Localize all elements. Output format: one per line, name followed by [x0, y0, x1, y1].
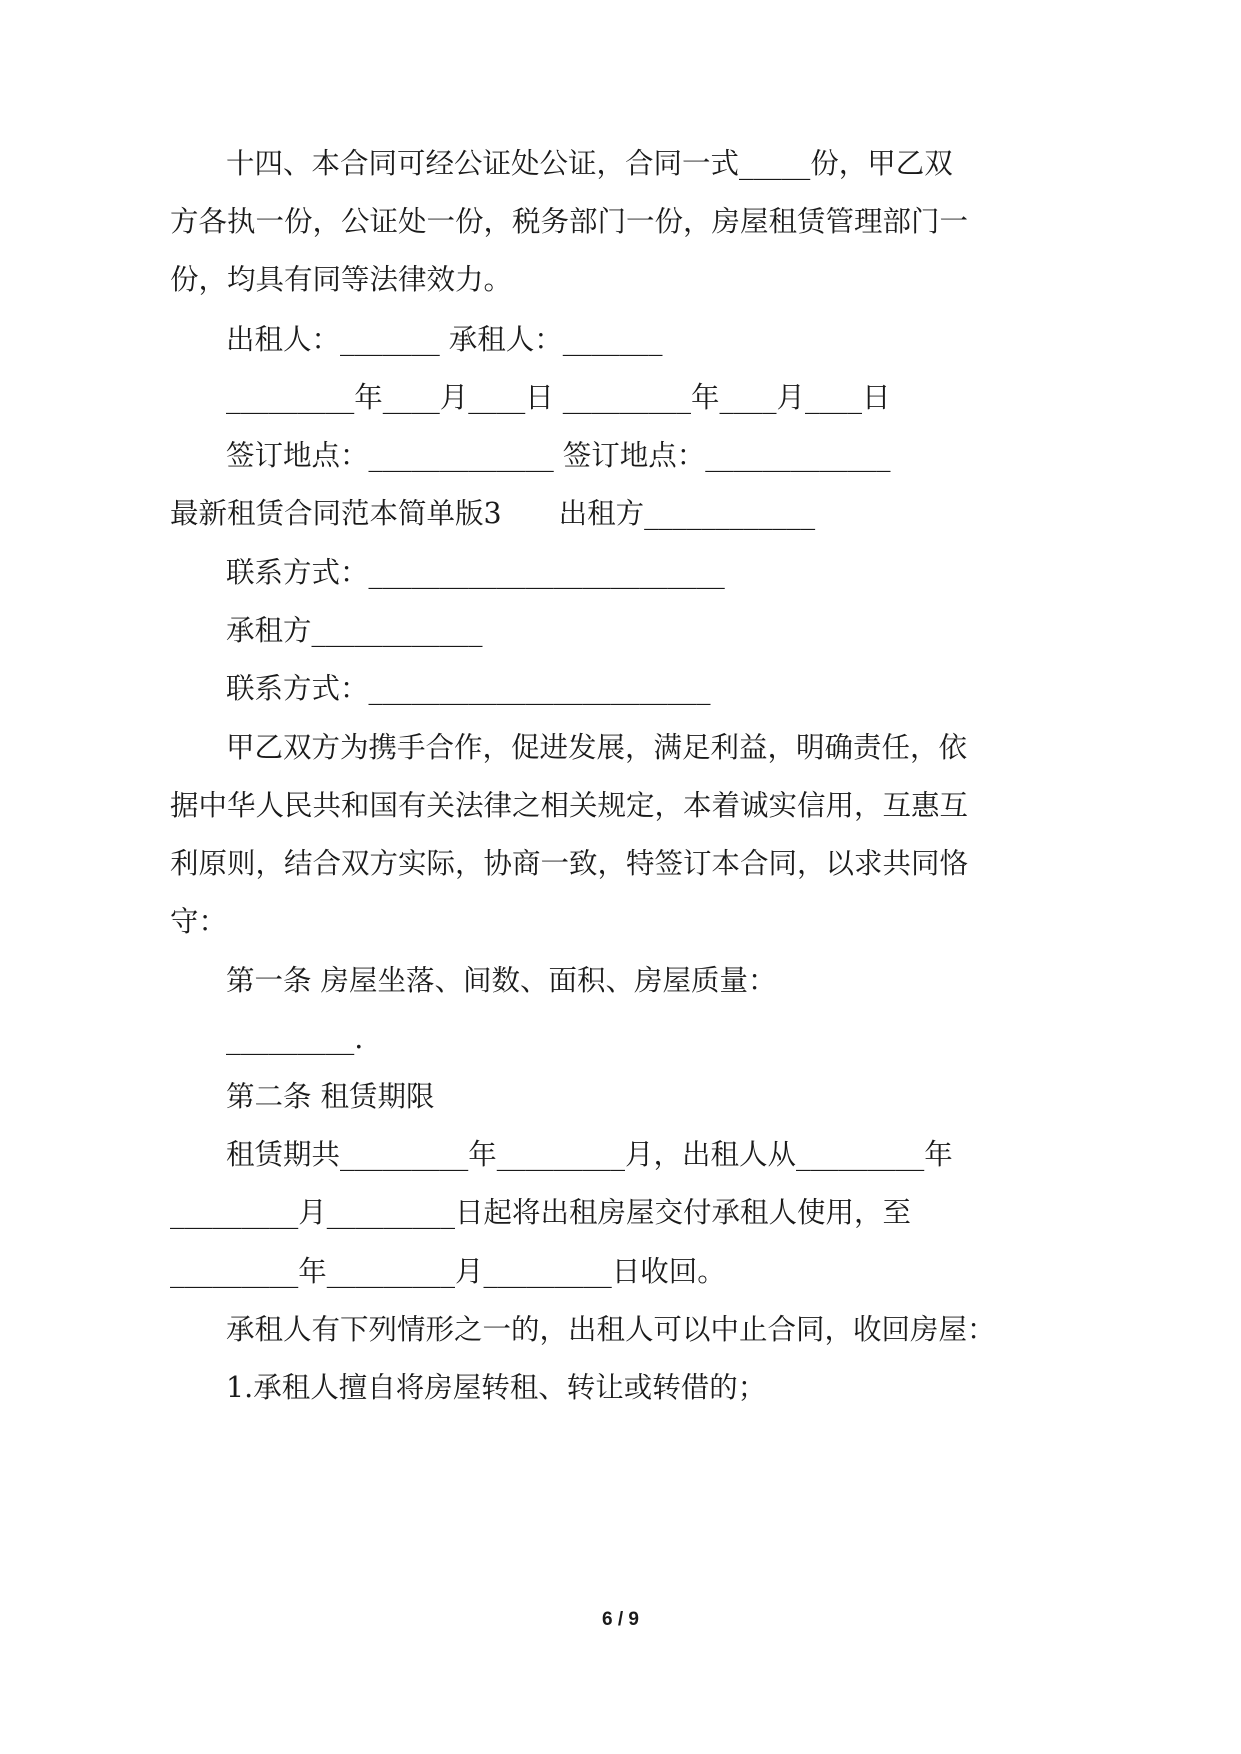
text-line-18: 租赁期共_________年_________月，出租人从_________年 — [226, 1138, 953, 1171]
text-line-4: 出租人：_______ 承租人：_______ — [226, 323, 663, 356]
text-line-19: _________月_________日起将出租房屋交付承租人使用，至 — [170, 1196, 912, 1229]
text-line-5: _________年____月____日 _________年____月____日 — [226, 381, 891, 414]
text-line-8: 联系方式：_________________________ — [226, 556, 725, 589]
text-line-14: 守： — [170, 905, 228, 938]
text-line-2: 方各执一份，公证处一份，税务部门一份，房屋租赁管理部门一 — [170, 205, 969, 238]
text-line-1: 十四、本合同可经公证处公证，合同一式_____份，甲乙双 — [226, 147, 953, 180]
text-line-17: 第二条 租赁期限 — [226, 1080, 435, 1113]
text-line-15: 第一条 房屋坐落、间数、面积、房屋质量： — [226, 964, 777, 997]
text-line-9: 承租方____________ — [226, 614, 483, 647]
text-line-7: 最新租赁合同范本简单版3 出租方____________ — [170, 497, 816, 530]
text-line-21: 承租人有下列情形之一的，出租人可以中止合同，收回房屋： — [226, 1313, 996, 1346]
text-line-3: 份，均具有同等法律效力。 — [170, 263, 513, 296]
text-line-20: _________年_________月_________日收回。 — [170, 1255, 726, 1288]
text-line-10: 联系方式：________________________ — [226, 672, 711, 705]
text-line-12: 据中华人民共和国有关法律之相关规定，本着诚实信用，互惠互 — [170, 789, 969, 822]
text-line-11: 甲乙双方为携手合作，促进发展，满足利益，明确责任，依 — [226, 731, 968, 764]
text-line-13: 利原则，结合双方实际，协商一致，特签订本合同，以求共同恪 — [170, 847, 969, 880]
text-line-16: _________. — [226, 1022, 364, 1055]
text-line-22: 1.承租人擅自将房屋转租、转让或转借的； — [226, 1371, 767, 1404]
text-line-6: 签订地点：_____________ 签订地点：_____________ — [226, 439, 891, 472]
page-number: 6 / 9 — [602, 1609, 639, 1630]
